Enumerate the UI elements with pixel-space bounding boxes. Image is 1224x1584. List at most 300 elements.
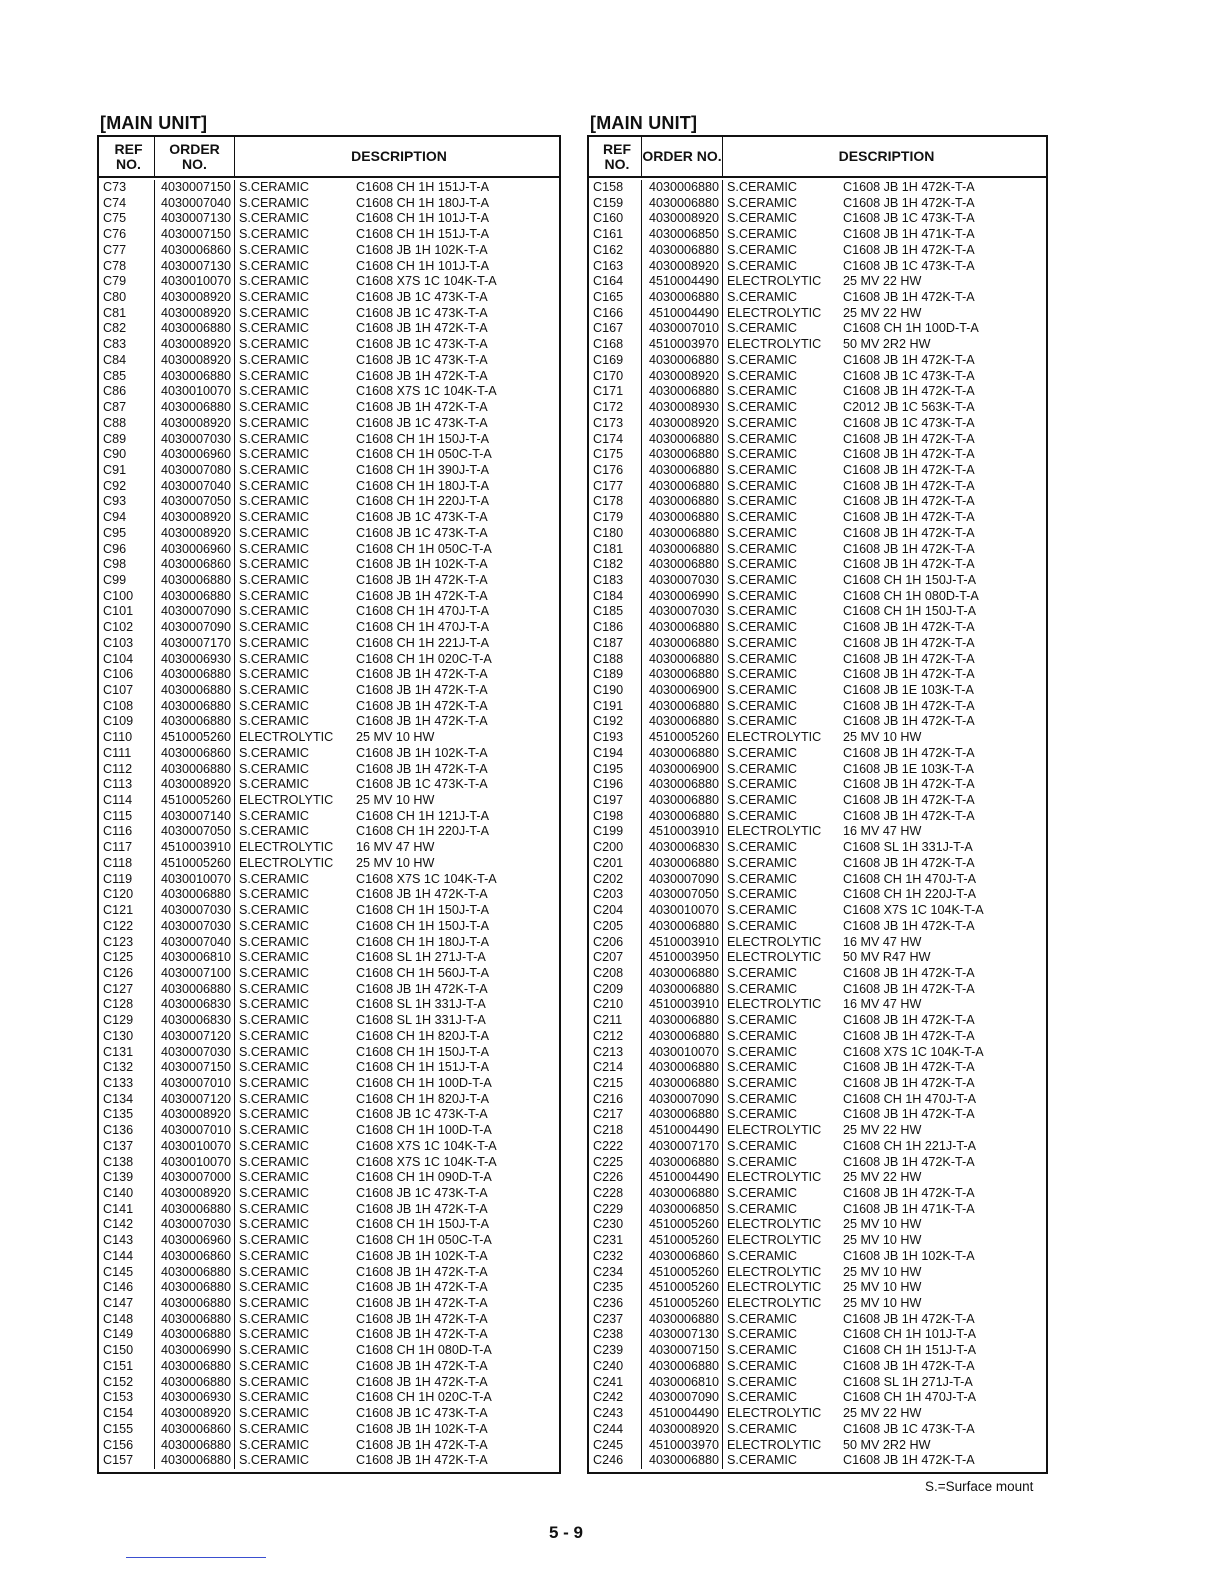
order-no-cell: 4030006960 (160, 447, 231, 462)
description-cell (239, 1343, 559, 1359)
part-spec: C1608 JB 1H 472K-T-A (843, 1060, 975, 1075)
description-cell (727, 384, 1046, 400)
part-spec: C1608 JB 1H 472K-T-A (843, 745, 975, 760)
order-no-cell: 4030006880 (648, 180, 719, 194)
part-spec: C1608 CH 1H 101J-T-A (843, 1327, 976, 1342)
part-type: S.CERAMIC (239, 761, 309, 776)
order-no-cell: 4030008920 (160, 305, 231, 320)
ref-no-cell: C167 (593, 321, 624, 336)
order-no-cell: 4030006880 (160, 1280, 231, 1295)
description-cell (239, 1296, 559, 1312)
part-type: S.CERAMIC (239, 683, 309, 697)
ref-no-cell: C180 (593, 525, 624, 540)
part-spec: C1608 X7S 1C 104K-T-A (356, 274, 497, 289)
part-type: S.CERAMIC (727, 431, 797, 446)
part-spec: C1608 CH 1H 150J-T-A (356, 918, 489, 933)
ref-no-cell: C94 (103, 510, 127, 525)
order-no-cell: 4030008920 (648, 211, 719, 226)
ref-no-cell: C125 (103, 950, 134, 965)
part-spec: C1608 JB 1H 472K-T-A (356, 572, 488, 587)
part-spec: C1608 JB 1C 473K-T-A (356, 337, 488, 352)
part-spec: C1608 JB 1H 472K-T-A (356, 981, 488, 996)
part-spec: C1608 JB 1H 472K-T-A (356, 667, 488, 682)
part-type: S.CERAMIC (727, 1248, 797, 1263)
ref-no-cell: C80 (103, 290, 127, 305)
ref-no-cell: C183 (593, 572, 624, 587)
ref-no-cell: C100 (103, 588, 134, 603)
order-no-cell: 4030008920 (160, 415, 231, 430)
description-cell (727, 1390, 1046, 1406)
ref-no-cell: C90 (103, 447, 127, 462)
part-spec: C1608 JB 1H 472K-T-A (843, 541, 975, 556)
part-type: S.CERAMIC (239, 321, 309, 336)
description-cell (727, 903, 1046, 919)
description-cell (239, 416, 559, 432)
part-spec: C1608 JB 1C 473K-T-A (356, 525, 488, 540)
part-type: S.CERAMIC (239, 965, 309, 980)
order-no-cell: 4030006880 (160, 588, 231, 603)
order-no-cell: 4030007030 (160, 903, 231, 918)
ref-no-cell: C173 (593, 415, 624, 430)
part-type: S.CERAMIC (727, 683, 797, 697)
part-type: S.CERAMIC (727, 195, 797, 210)
ref-no-cell: C210 (593, 997, 624, 1012)
description-cell (239, 1375, 559, 1391)
part-type: S.CERAMIC (727, 620, 797, 635)
ref-no-cell: C153 (103, 1390, 134, 1405)
part-type: ELECTROLYTIC (727, 274, 822, 289)
part-type: S.CERAMIC (239, 1390, 309, 1405)
part-spec: C1608 X7S 1C 104K-T-A (843, 1044, 984, 1059)
order-no-cell: 4030006860 (648, 1248, 719, 1263)
description-cell (727, 1280, 1046, 1296)
part-type: S.CERAMIC (239, 588, 309, 603)
part-spec: C1608 CH 1H 150J-T-A (356, 1217, 489, 1232)
part-spec: C1608 CH 1H 180J-T-A (356, 195, 489, 210)
ref-no-cell: C159 (593, 195, 624, 210)
part-spec: C1608 JB 1H 472K-T-A (843, 1311, 975, 1326)
order-no-cell: 4030006880 (648, 745, 719, 760)
description-cell (727, 604, 1046, 620)
description-cell (239, 809, 559, 825)
ref-no-cell: C83 (103, 337, 127, 352)
part-spec: 16 MV 47 HW (843, 997, 922, 1012)
ref-no-cell: C182 (593, 557, 624, 572)
ref-no-cell: C101 (103, 604, 134, 619)
ref-no-cell: C192 (593, 714, 624, 729)
order-no-cell: 4030007050 (160, 494, 231, 509)
ref-no-cell: C149 (103, 1327, 134, 1342)
part-type: S.CERAMIC (239, 903, 309, 918)
part-type: S.CERAMIC (727, 400, 797, 415)
order-no-cell: 4030006990 (648, 588, 719, 603)
part-type: S.CERAMIC (727, 1107, 797, 1122)
part-spec: C1608 JB 1C 473K-T-A (356, 305, 488, 320)
order-no-cell: 4030006880 (648, 462, 719, 477)
order-no-cell: 4510003910 (648, 997, 719, 1012)
order-no-cell: 4030006850 (648, 227, 719, 242)
order-no-cell: 4030008930 (648, 400, 719, 415)
order-no-cell: 4510003970 (648, 337, 719, 352)
description-cell (239, 384, 559, 400)
part-type: S.CERAMIC (727, 965, 797, 980)
order-no-cell: 4030006880 (160, 1296, 231, 1311)
part-spec: C1608 JB 1H 472K-T-A (843, 525, 975, 540)
part-spec: C1608 JB 1H 472K-T-A (843, 698, 975, 713)
part-type: S.CERAMIC (727, 290, 797, 305)
part-type: S.CERAMIC (727, 1091, 797, 1106)
ref-no-cell: C106 (103, 667, 134, 682)
order-no-cell: 4030006880 (648, 793, 719, 808)
description-cell (239, 887, 559, 903)
part-spec: C1608 JB 1H 472K-T-A (843, 384, 975, 399)
ref-no-cell: C201 (593, 855, 624, 870)
ref-no-cell: C218 (593, 1123, 624, 1138)
ref-no-cell: C168 (593, 337, 624, 352)
part-spec: 25 MV 22 HW (843, 1170, 922, 1185)
order-no-cell: 4030006930 (160, 651, 231, 666)
order-no-cell: 4510004490 (648, 274, 719, 289)
part-type: S.CERAMIC (727, 494, 797, 509)
order-no-cell: 4030006880 (648, 195, 719, 210)
part-type: S.CERAMIC (239, 934, 309, 949)
description-cell (239, 982, 559, 998)
order-no-cell: 4030006810 (160, 950, 231, 965)
part-type: ELECTROLYTIC (727, 824, 822, 839)
part-type: S.CERAMIC (239, 572, 309, 587)
part-spec: C1608 JB 1H 472K-T-A (843, 462, 975, 477)
description-cell (727, 620, 1046, 636)
description-cell (727, 1217, 1046, 1233)
ref-no-cell: C174 (593, 431, 624, 446)
ref-no-cell: C110 (103, 730, 133, 745)
order-no-cell: 4030007130 (160, 258, 231, 273)
description-cell (727, 306, 1046, 322)
order-no-cell: 4510003970 (648, 1437, 719, 1452)
order-no-cell: 4030006880 (648, 651, 719, 666)
unit-title: [MAIN UNIT] (590, 113, 698, 133)
table-header (99, 137, 559, 178)
table-body (99, 178, 559, 1472)
part-type: S.CERAMIC (727, 211, 797, 226)
part-spec: C1608 CH 1H 560J-T-A (356, 965, 489, 980)
part-spec: C1608 CH 1H 020C-T-A (356, 1390, 492, 1405)
description-cell (239, 997, 559, 1013)
ref-no-cell: C131 (103, 1044, 134, 1059)
description-cell (727, 809, 1046, 825)
part-type: S.CERAMIC (239, 352, 309, 367)
ref-no-cell: C157 (103, 1453, 134, 1468)
ref-no-cell: C126 (103, 965, 134, 980)
part-type: S.CERAMIC (239, 1138, 309, 1153)
part-type: S.CERAMIC (239, 1186, 309, 1200)
description-cell (727, 699, 1046, 715)
part-spec: 16 MV 47 HW (356, 840, 435, 855)
order-no-cell: 4030007010 (160, 1123, 231, 1138)
order-no-cell: 4030007120 (160, 1091, 231, 1106)
part-spec: C1608 CH 1H 090D-T-A (356, 1170, 492, 1185)
ref-no-cell: C121 (103, 903, 134, 918)
order-no-cell: 4030006880 (648, 384, 719, 399)
description-cell (727, 636, 1046, 652)
order-no-cell: 4030006810 (648, 1374, 719, 1389)
part-spec: C1608 JB 1H 472K-T-A (843, 290, 975, 305)
description-cell (727, 510, 1046, 526)
order-no-cell: 4030006880 (648, 667, 719, 682)
part-spec: C1608 CH 1H 100D-T-A (356, 1123, 492, 1138)
header-ref-no: REF NO. (589, 137, 642, 176)
ref-no-cell: C212 (593, 1028, 624, 1043)
description-cell (239, 1280, 559, 1296)
ref-no-cell: C217 (593, 1107, 624, 1122)
header-description: DESCRIPTION (838, 148, 935, 164)
part-spec: C1608 JB 1H 472K-T-A (843, 352, 975, 367)
part-spec: C1608 JB 1H 472K-T-A (843, 981, 975, 996)
description-cell (239, 1139, 559, 1155)
description-cell (239, 180, 559, 196)
part-spec: C1608 JB 1H 472K-T-A (843, 918, 975, 933)
ref-no-cell: C203 (593, 887, 624, 902)
part-type: S.CERAMIC (239, 242, 309, 257)
order-no-cell: 4030007010 (160, 1075, 231, 1090)
part-spec: C1608 CH 1H 820J-T-A (356, 1028, 489, 1043)
part-spec: C1608 JB 1H 472K-T-A (356, 1437, 488, 1452)
description-cell (727, 196, 1046, 212)
description-cell (727, 479, 1046, 495)
order-no-cell: 4030006880 (160, 400, 231, 415)
part-type: S.CERAMIC (239, 871, 309, 886)
description-cell (727, 1296, 1046, 1312)
order-no-cell: 4030006880 (648, 1186, 719, 1200)
order-no-cell: 4030006880 (648, 1013, 719, 1028)
ref-no-cell: C242 (593, 1390, 624, 1405)
order-no-cell: 4030006900 (648, 683, 719, 697)
ref-no-cell: C156 (103, 1437, 134, 1452)
part-type: S.CERAMIC (239, 1201, 309, 1216)
ref-no-cell: C114 (103, 793, 133, 808)
part-spec: C1608 JB 1H 472K-T-A (843, 447, 975, 462)
part-spec: C1608 JB 1H 472K-T-A (356, 761, 488, 776)
order-no-cell: 4030008920 (160, 290, 231, 305)
part-spec: C1608 JB 1H 472K-T-A (843, 1186, 975, 1200)
order-no-cell: 4030010070 (160, 871, 231, 886)
description-cell (239, 1217, 559, 1233)
part-type: S.CERAMIC (239, 1107, 309, 1122)
description-cell (727, 1202, 1046, 1218)
ref-no-cell: C177 (593, 478, 624, 493)
ref-no-cell: C161 (593, 227, 624, 242)
part-type: S.CERAMIC (239, 1453, 309, 1468)
order-no-cell: 4030006880 (160, 1264, 231, 1279)
ref-no-cell: C179 (593, 510, 624, 525)
part-type: ELECTROLYTIC (727, 1217, 822, 1232)
part-type: S.CERAMIC (727, 368, 797, 383)
ref-no-cell: C119 (103, 871, 133, 886)
description-cell (727, 1265, 1046, 1281)
part-spec: C1608 CH 1H 470J-T-A (356, 620, 489, 635)
ref-no-cell: C111 (103, 745, 132, 760)
description-cell (727, 1123, 1046, 1139)
description-cell (239, 400, 559, 416)
description-cell (727, 887, 1046, 903)
ref-no-cell: C240 (593, 1358, 624, 1373)
description-cell (239, 950, 559, 966)
ref-no-cell: C188 (593, 651, 624, 666)
part-type: ELECTROLYTIC (727, 1296, 822, 1311)
part-type: ELECTROLYTIC (239, 855, 334, 870)
header-ref-no: REF NO. (99, 137, 155, 176)
part-type: ELECTROLYTIC (727, 1264, 822, 1279)
description-cell (727, 856, 1046, 872)
description-column (723, 180, 1046, 1469)
part-spec: 16 MV 47 HW (843, 824, 922, 839)
order-no-cell: 4030006880 (160, 698, 231, 713)
order-no-cell: 4030006880 (160, 1311, 231, 1326)
description-cell (239, 1202, 559, 1218)
order-no-cell: 4030006880 (648, 1107, 719, 1122)
description-cell (727, 1233, 1046, 1249)
description-cell (239, 683, 559, 699)
ref-no-cell: C225 (593, 1154, 624, 1169)
ref-no-cell: C151 (103, 1358, 134, 1373)
part-type: S.CERAMIC (727, 572, 797, 587)
description-cell (727, 463, 1046, 479)
order-no-cell: 4030007040 (160, 478, 231, 493)
description-cell (727, 652, 1046, 668)
ref-no-cell: C162 (593, 242, 624, 257)
part-spec: C1608 CH 1H 151J-T-A (843, 1343, 976, 1358)
ref-no-cell: C245 (593, 1437, 624, 1452)
order-no-cell: 4030006880 (648, 620, 719, 635)
description-cell (727, 416, 1046, 432)
order-no-cell: 4510005260 (160, 855, 231, 870)
part-spec: C1608 JB 1H 472K-T-A (356, 1201, 488, 1216)
description-cell (239, 777, 559, 793)
description-cell (239, 1155, 559, 1171)
ref-no-cell: C129 (103, 1013, 134, 1028)
description-cell (239, 1045, 559, 1061)
order-no-cell: 4030007150 (160, 227, 231, 242)
description-cell (727, 180, 1046, 196)
ref-no-cell: C136 (103, 1123, 134, 1138)
part-spec: C1608 JB 1H 472K-T-A (843, 1107, 975, 1122)
part-spec: C2012 JB 1C 563K-T-A (843, 400, 975, 415)
part-type: S.CERAMIC (727, 714, 797, 729)
description-cell (727, 762, 1046, 778)
ref-no-cell: C246 (593, 1453, 624, 1468)
header-order-no: ORDER NO. (642, 137, 723, 176)
table-header (589, 137, 1046, 178)
part-type: S.CERAMIC (727, 1327, 797, 1342)
part-type: S.CERAMIC (727, 1044, 797, 1059)
part-spec: C1608 CH 1H 150J-T-A (356, 1044, 489, 1059)
part-type: S.CERAMIC (727, 635, 797, 650)
order-no-cell: 4030006880 (648, 431, 719, 446)
ref-no-cell: C206 (593, 934, 624, 949)
ref-no-cell: C172 (593, 400, 624, 415)
ref-no-cell: C158 (593, 180, 624, 194)
ref-no-cell: C144 (103, 1248, 134, 1263)
description-cell (239, 1406, 559, 1422)
part-type: S.CERAMIC (239, 1170, 309, 1185)
order-no-cell: 4030007170 (648, 1138, 719, 1153)
part-spec: C1608 CH 1H 151J-T-A (356, 180, 489, 194)
order-no-cell: 4510004490 (648, 1123, 719, 1138)
order-no-cell: 4030008920 (648, 258, 719, 273)
description-cell (727, 935, 1046, 951)
order-no-cell: 4030006900 (648, 761, 719, 776)
ref-no-cell: C178 (593, 494, 624, 509)
ref-no-cell: C115 (103, 808, 133, 823)
part-type: S.CERAMIC (239, 494, 309, 509)
order-no-cell: 4030010070 (648, 1044, 719, 1059)
order-no-cell: 4030006860 (160, 745, 231, 760)
order-no-cell: 4510005260 (648, 1296, 719, 1311)
part-spec: 25 MV 10 HW (843, 1280, 922, 1295)
ref-no-cell: C116 (103, 824, 133, 839)
part-spec: C1608 JB 1H 472K-T-A (356, 683, 488, 697)
description-cell (727, 1359, 1046, 1375)
order-no-cell: 4030006880 (648, 447, 719, 462)
part-type: S.CERAMIC (727, 745, 797, 760)
description-cell (727, 824, 1046, 840)
part-spec: C1608 JB 1H 472K-T-A (843, 808, 975, 823)
header-order-no: ORDER NO. (155, 137, 235, 176)
order-no-cell: 4510003910 (648, 824, 719, 839)
part-type: S.CERAMIC (727, 1343, 797, 1358)
order-no-cell: 4030006880 (160, 714, 231, 729)
order-no-cell: 4030006880 (648, 777, 719, 792)
part-type: S.CERAMIC (727, 1311, 797, 1326)
description-cell (239, 494, 559, 510)
ref-no-cell: C128 (103, 997, 134, 1012)
part-type: S.CERAMIC (727, 1390, 797, 1405)
ref-no-cell: C171 (593, 384, 624, 399)
order-no-cell: 4030010070 (160, 384, 231, 399)
description-cell (239, 872, 559, 888)
ref-no-cell: C78 (103, 258, 127, 273)
order-no-cell: 4030007170 (160, 635, 231, 650)
description-cell (239, 337, 559, 353)
description-cell (727, 542, 1046, 558)
part-spec: C1608 CH 1H 151J-T-A (356, 227, 489, 242)
ref-no-cell: C81 (103, 305, 127, 320)
part-type: S.CERAMIC (727, 1358, 797, 1373)
ref-no-cell: C199 (593, 824, 624, 839)
description-cell (727, 793, 1046, 809)
description-cell (727, 683, 1046, 699)
ref-no-cell: C226 (593, 1170, 624, 1185)
part-type: S.CERAMIC (239, 462, 309, 477)
part-type: S.CERAMIC (239, 227, 309, 242)
ref-no-cell: C109 (103, 714, 134, 729)
part-type: S.CERAMIC (727, 604, 797, 619)
order-no-cell: 4510003950 (648, 950, 719, 965)
part-spec: C1608 CH 1H 470J-T-A (356, 604, 489, 619)
description-cell (239, 1390, 559, 1406)
ref-no-cell: C236 (593, 1296, 624, 1311)
order-no-cell: 4030007040 (160, 934, 231, 949)
description-cell (727, 1186, 1046, 1202)
order-no-cell: 4030010070 (160, 274, 231, 289)
description-cell (239, 243, 559, 259)
ref-no-cell: C87 (103, 400, 127, 415)
description-cell (727, 227, 1046, 243)
description-cell (239, 856, 559, 872)
part-type: S.CERAMIC (239, 274, 309, 289)
part-type: S.CERAMIC (239, 620, 309, 635)
ref-no-cell: C175 (593, 447, 624, 462)
